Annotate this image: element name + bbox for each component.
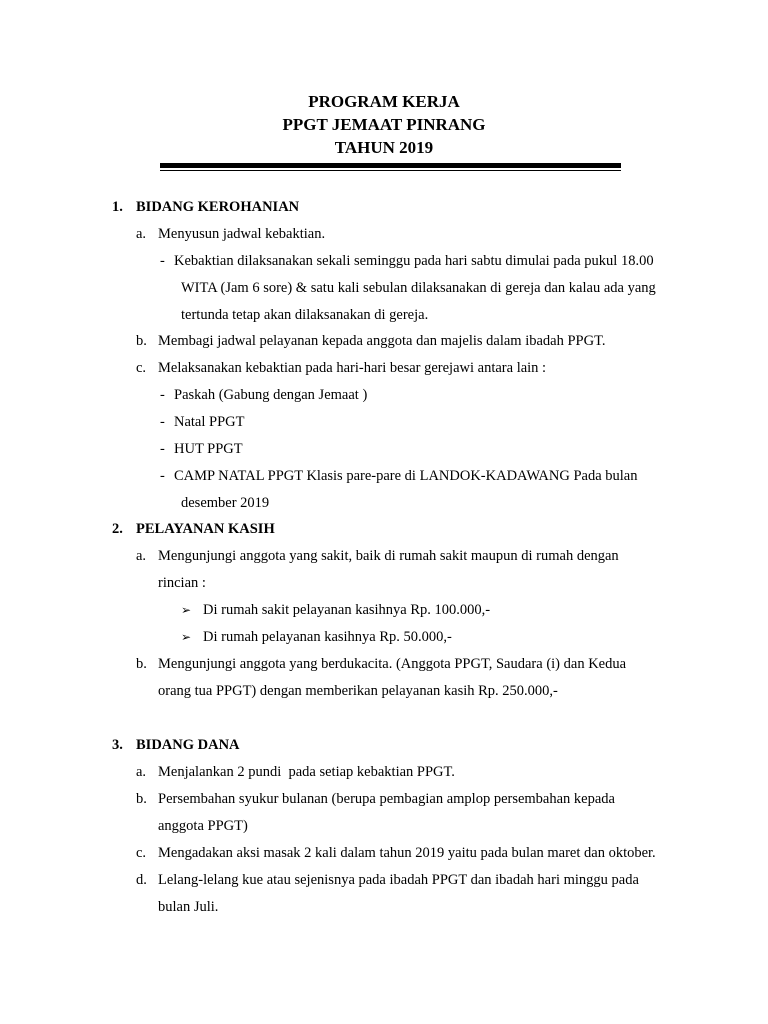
s1-a-text: Menyusun jadwal kebaktian. — [158, 226, 326, 242]
s2-b-text-line-1: Mengunjungi anggota yang berdukacita. (Anggota PPGT, Saudara (i) dan Kedua — [158, 656, 627, 672]
s1-c-marker: c. — [136, 360, 147, 376]
section-1-number: 1. — [112, 199, 123, 215]
s1-c-dash: - — [160, 441, 165, 457]
s1-a-sub-line-2: WITA (Jam 6 sore) & satu kali sebulan dilaksanakan di gereja dan kalau ada yang — [181, 280, 656, 296]
s1-c-text: Melaksanakan kebaktian pada hari-hari besar gerejawi antara lain : — [158, 360, 547, 376]
s3-b-text-line-1: Persembahan syukur bulanan (berupa pembagian amplop persembahan kepada — [158, 791, 615, 807]
s1-c-item: HUT PPGT — [174, 441, 243, 457]
s3-a-text: Menjalankan 2 pundi pada setiap kebaktian PPGT. — [158, 764, 455, 780]
s1-a-sub-line-1: Kebaktian dilaksanakan sekali seminggu pada hari sabtu dimulai pada pukul 18.00 — [174, 253, 654, 269]
arrow-bullet-icon: ➢ — [181, 603, 192, 617]
s2-a-marker: a. — [136, 548, 147, 564]
s1-c-dash: - — [160, 468, 165, 484]
s3-d-text-line-1: Lelang-lelang kue atau sejenisnya pada ibadah PPGT dan ibadah hari minggu pada — [158, 872, 639, 888]
s1-a-sub-line-3: tertunda tetap akan dilaksanakan di gereja. — [181, 307, 429, 323]
title-line-3: TAHUN 2019 — [334, 138, 434, 157]
s1-a-marker: a. — [136, 226, 147, 242]
s1-c-item: CAMP NATAL PPGT Klasis pare-pare di LANDOK-KADAWANG Pada bulan — [174, 468, 638, 484]
section-3-title: BIDANG DANA — [136, 737, 240, 753]
s2-b-marker: b. — [136, 656, 147, 672]
s1-c-dash: - — [160, 387, 165, 403]
s1-c-item-continuation: desember 2019 — [181, 495, 270, 511]
s3-b-marker: b. — [136, 791, 147, 807]
s2-b-text-line-2: orang tua PPGT) dengan memberikan pelayanan kasih Rp. 250.000,- — [158, 683, 558, 699]
s3-d-text-line-2: bulan Juli. — [158, 899, 219, 915]
header-rule-thick — [160, 163, 621, 168]
s1-c-item: Paskah (Gabung dengan Jemaat ) — [174, 387, 368, 403]
arrow-bullet-icon: ➢ — [181, 630, 192, 644]
section-2-title: PELAYANAN KASIH — [136, 521, 275, 537]
s1-c-item: Natal PPGT — [174, 414, 245, 430]
title-line-1: PROGRAM KERJA — [308, 92, 460, 111]
section-2-number: 2. — [112, 521, 123, 537]
title-line-2: PPGT JEMAAT PINRANG — [282, 115, 486, 134]
s1-b-marker: b. — [136, 333, 147, 349]
s2-a-text-line-2: rincian : — [158, 575, 206, 591]
section-1-title: BIDANG KEROHANIAN — [136, 199, 300, 215]
section-3-number: 3. — [112, 737, 123, 753]
s3-c-text: Mengadakan aksi masak 2 kali dalam tahun 2019 yaitu pada bulan maret dan oktober. — [158, 845, 656, 861]
s3-d-marker: d. — [136, 872, 147, 888]
s3-b-text-line-2: anggota PPGT) — [158, 818, 248, 834]
s3-c-marker: c. — [136, 845, 147, 861]
s2-bullet-item: Di rumah pelayanan kasihnya Rp. 50.000,- — [203, 629, 452, 645]
s1-c-dash: - — [160, 414, 165, 430]
s1-b-text: Membagi jadwal pelayanan kepada anggota dan majelis dalam ibadah PPGT. — [158, 333, 606, 349]
s3-a-marker: a. — [136, 764, 147, 780]
s1-a-dash: - — [160, 253, 165, 269]
s2-bullet-item: Di rumah sakit pelayanan kasihnya Rp. 100.000,- — [203, 602, 491, 618]
s2-a-text-line-1: Mengunjungi anggota yang sakit, baik di rumah sakit maupun di rumah dengan — [158, 548, 619, 564]
header-rule-thin — [160, 170, 621, 171]
